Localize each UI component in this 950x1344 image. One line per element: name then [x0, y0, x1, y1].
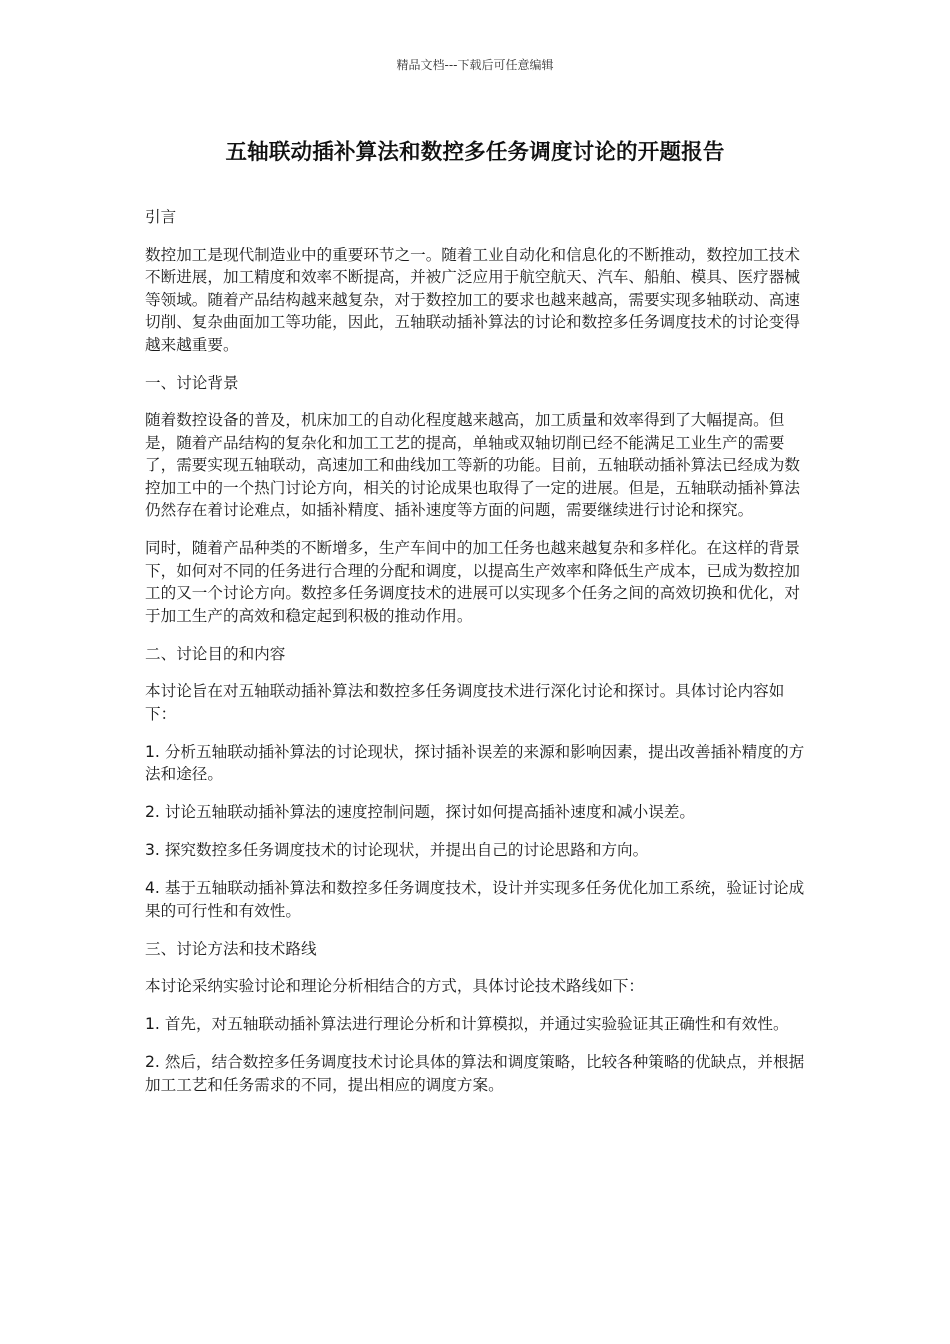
document-title: 五轴联动插补算法和数控多任务调度讨论的开题报告: [225, 140, 725, 165]
section-heading-objectives: 二、讨论目的和内容: [145, 644, 286, 663]
list-item-objective-3: 3. 探究数控多任务调度技术的讨论现状，并提出自己的讨论思路和方向。: [145, 841, 649, 859]
paragraph-methods-intro: 本讨论采纳实验讨论和理论分析相结合的方式，具体讨论技术路线如下：: [145, 977, 645, 995]
header-note: 精品文档---下载后可任意编辑: [396, 58, 554, 72]
paragraph-introduction: 数控加工是现代制造业中的重要环节之一。随着工业自动化和信息化的不断推动，数控加工技术不断进展，加工精度和效率不断提高，并被广泛应用于航空航天、汽车、船舶、模具、医疗器械等领域。随着产品结构越来越复杂，对于数控加工的要求也越来越高，需要实现多轴联动、高速切削、复杂曲面加工等功能，因此，五轴联动插补算法的讨论和数控多任务调度技术的讨论变得越来越重要。: [145, 245, 800, 354]
list-item-method-2: 2. 然后，结合数控多任务调度技术讨论具体的算法和调度策略，比较各种策略的优缺点，并根据加工工艺和任务需求的不同，提出相应的调度方案。: [145, 1053, 805, 1094]
list-item-objective-1: 1. 分析五轴联动插补算法的讨论现状，探讨插补误差的来源和影响因素，提出改善插补精度的方法和途径。: [145, 742, 805, 783]
document-body: [145, 206, 805, 1112]
list-item-objective-2: 2. 讨论五轴联动插补算法的速度控制问题，探讨如何提高插补速度和减小误差。: [145, 803, 696, 821]
paragraph-background-2: 同时，随着产品种类的不断增多，生产车间中的加工任务也越来越复杂和多样化。在这样的背景下，如何对不同的任务进行合理的分配和调度，以提高生产效率和降低生产成本，已成为数控加工的又一个讨论方向。数控多任务调度技术的进展可以实现多个任务之间的高效切换和优化，对于加工生产的高效和稳定起到积极的推动作用。: [145, 539, 800, 625]
paragraph-background-1: 随着数控设备的普及，机床加工的自动化程度越来越高，加工质量和效率得到了大幅提高。但是，随着产品结构的复杂化和加工工艺的提高，单轴或双轴切削已经不能满足工业生产的需要了，需要实现五轴联动，高速加工和曲线加工等新的功能。目前，五轴联动插补算法已经成为数控加工中的一个热门讨论方向，相关的讨论成果也取得了一定的进展。但是，五轴联动插补算法仍然存在着讨论难点，如插补精度、插补速度等方面的问题，需要继续进行讨论和探究。: [145, 411, 800, 519]
list-item-method-1: 1. 首先，对五轴联动插补算法进行理论分析和计算模拟，并通过实验验证其正确性和有效性。: [145, 1015, 789, 1033]
section-heading-introduction: 引言: [145, 208, 177, 226]
section-heading-background: 一、讨论背景: [145, 373, 239, 392]
paragraph-objectives-intro: 本讨论旨在对五轴联动插补算法和数控多任务调度技术进行深化讨论和探讨。具体讨论内容如下：: [145, 682, 785, 723]
section-heading-methods: 三、讨论方法和技术路线: [145, 939, 317, 958]
list-item-objective-4: 4. 基于五轴联动插补算法和数控多任务调度技术，设计并实现多任务优化加工系统，验证讨论成果的可行性和有效性。: [145, 879, 805, 920]
